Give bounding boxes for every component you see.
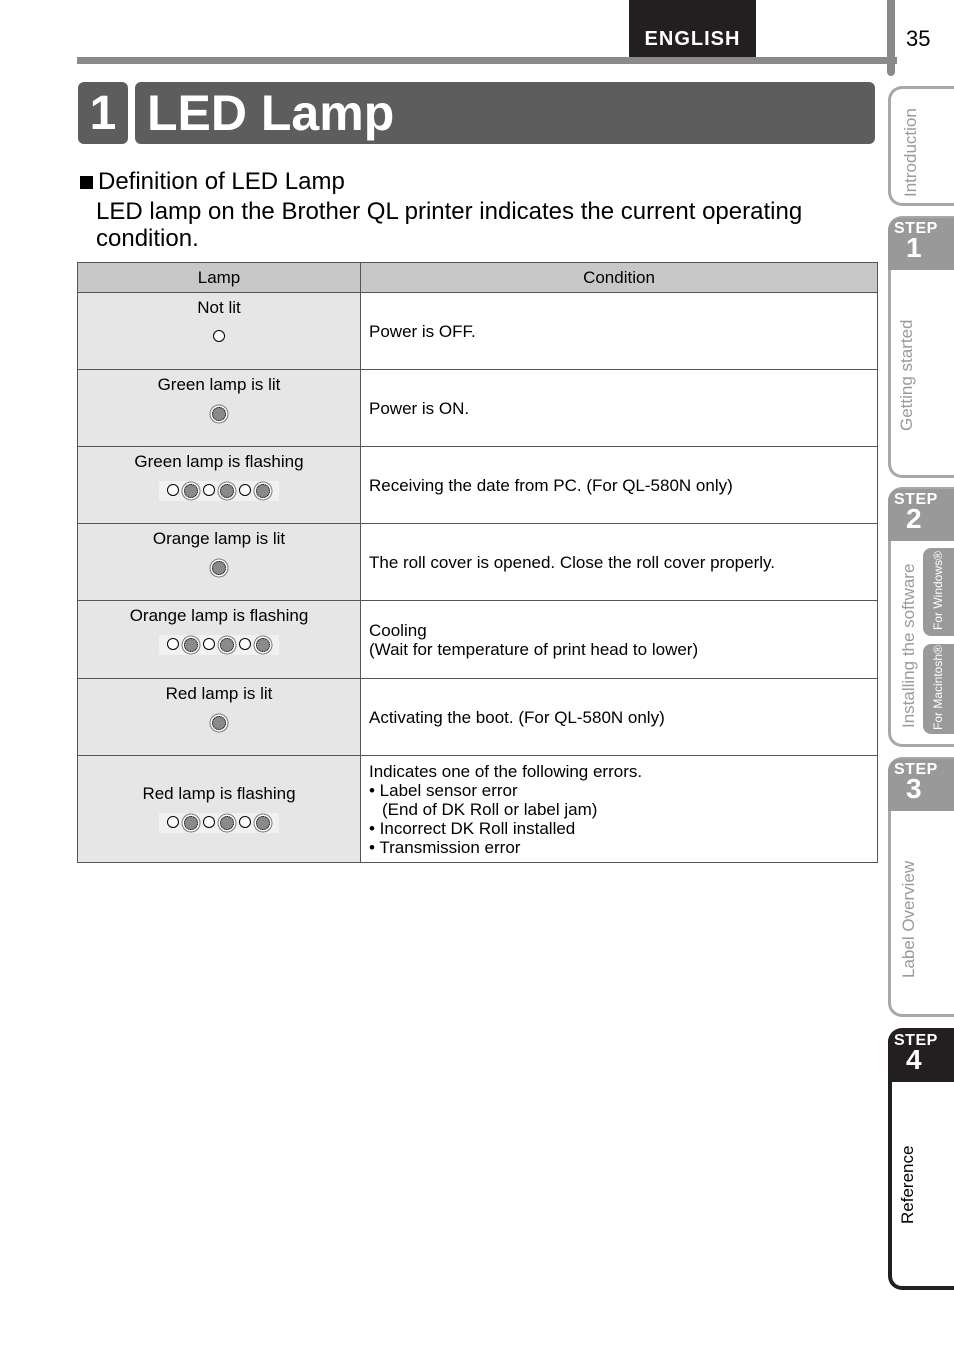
lamp-unlit-icon [167, 484, 179, 496]
tab-step-3-label: Label Overview [899, 860, 918, 978]
lamp-state [211, 558, 227, 578]
lamp-cell [78, 756, 361, 863]
header-divider [887, 0, 895, 76]
condition-line: (Wait for temperature of print head to lower) [369, 639, 699, 659]
lamp-symbol [79, 813, 359, 833]
tab-introduction[interactable] [888, 86, 954, 206]
subtab-windows-label: For Windows® [931, 551, 945, 630]
table-row [78, 679, 878, 756]
condition-line: (End of DK Roll or label jam) [382, 799, 598, 819]
lamp-cell [78, 447, 361, 524]
table-row [78, 756, 878, 863]
lamp-state [211, 713, 227, 733]
condition-line: Power is ON. [369, 398, 470, 418]
step-2-header [888, 489, 954, 541]
lamp-symbol [79, 558, 359, 578]
lamp-cell [78, 601, 361, 679]
lamp-state [211, 404, 227, 424]
step-3-word: STEP [894, 761, 938, 778]
lamp-label: Green lamp is flashing [134, 452, 304, 471]
lamp-unlit-icon [239, 816, 251, 828]
lamp-label: Orange lamp is flashing [129, 606, 309, 625]
subtab-macintosh-label: For Macintosh® [931, 645, 945, 730]
definition-text: LED lamp on the Brother QL printer indicates the current operating condition. [96, 198, 803, 252]
condition-line: Indicates one of the following errors. [369, 761, 643, 781]
lamp-lit-icon [256, 638, 270, 652]
language-tab [629, 0, 756, 57]
lamp-lit-icon [184, 484, 198, 498]
lamp-unlit-icon [203, 816, 215, 828]
lamp-symbol [79, 635, 359, 655]
subtab-macintosh[interactable] [923, 644, 954, 734]
step-3-header [888, 759, 954, 811]
led-table [77, 262, 878, 863]
subtab-windows[interactable] [923, 548, 954, 636]
tab-step-2-label: Installing the software [899, 563, 918, 728]
step-4-word: STEP [894, 1032, 938, 1049]
step-4-number: 4 [906, 1044, 922, 1075]
square-bullet-icon [80, 176, 93, 189]
page-title: LED Lamp [135, 82, 875, 144]
condition-line: • Incorrect DK Roll installed [369, 818, 576, 838]
lamp-lit-icon [220, 484, 234, 498]
table-row [78, 447, 878, 524]
condition-cell [361, 679, 878, 756]
header-rule [77, 57, 897, 64]
lamp-unlit-icon [203, 638, 215, 650]
lamp-unlit-icon [167, 638, 179, 650]
condition-cell [361, 756, 878, 863]
lamp-cell [78, 370, 361, 447]
header-lamp: Lamp [78, 263, 361, 293]
definition-heading [78, 168, 345, 196]
flashing-sequence [159, 813, 279, 833]
condition-line: • Label sensor error [369, 780, 518, 800]
table-row [78, 370, 878, 447]
lamp-state [213, 327, 225, 345]
lamp-lit-icon [212, 716, 226, 730]
condition-cell [361, 370, 878, 447]
language-label: ENGLISH [644, 28, 741, 50]
table-header-row [78, 263, 878, 293]
lamp-lit-icon [212, 407, 226, 421]
table-row [78, 601, 878, 679]
lamp-lit-icon [184, 638, 198, 652]
lamp-lit-icon [220, 816, 234, 830]
section-number: 1 [78, 82, 128, 144]
lamp-symbol [79, 327, 359, 345]
tab-step-4-label: Reference [898, 1145, 917, 1224]
lamp-lit-icon [256, 816, 270, 830]
condition-cell [361, 293, 878, 370]
page-number: 35 [906, 26, 931, 51]
lamp-symbol [79, 481, 359, 501]
step-4-header [888, 1030, 954, 1082]
condition-line: Power is OFF. [369, 321, 476, 341]
step-3-number: 3 [906, 773, 922, 804]
lamp-unlit-icon [213, 330, 225, 342]
lamp-label: Not lit [197, 298, 241, 317]
lamp-label: Orange lamp is lit [152, 529, 286, 548]
lamp-unlit-icon [167, 816, 179, 828]
condition-line: The roll cover is opened. Close the roll cover properly. [369, 552, 775, 572]
lamp-label: Green lamp is lit [157, 375, 281, 394]
lamp-unlit-icon [239, 484, 251, 496]
condition-line: Cooling [369, 620, 427, 640]
lamp-label: Red lamp is lit [165, 684, 273, 703]
lamp-cell [78, 524, 361, 601]
tab-introduction-label: Introduction [901, 108, 920, 197]
lamp-symbol [79, 404, 359, 424]
lamp-lit-icon [212, 561, 226, 575]
lamp-unlit-icon [203, 484, 215, 496]
step-2-number: 2 [906, 503, 922, 534]
lamp-cell [78, 679, 361, 756]
definition-heading-text: Definition of LED Lamp [98, 168, 345, 195]
led-table-body [78, 293, 878, 863]
lamp-lit-icon [220, 638, 234, 652]
step-2-word: STEP [894, 491, 938, 508]
condition-cell [361, 601, 878, 679]
lamp-label: Red lamp is flashing [142, 784, 296, 803]
condition-line: Receiving the date from PC. (For QL-580N only) [369, 475, 733, 495]
step-1-word: STEP [894, 220, 938, 237]
tab-step-1-label: Getting started [897, 319, 916, 431]
condition-cell [361, 524, 878, 601]
flashing-sequence [159, 481, 279, 501]
step-1-number: 1 [906, 232, 922, 263]
lamp-unlit-icon [239, 638, 251, 650]
header-condition: Condition [361, 263, 878, 293]
condition-line: • Transmission error [369, 837, 521, 857]
lamp-lit-icon [184, 816, 198, 830]
table-row [78, 524, 878, 601]
condition-cell [361, 447, 878, 524]
step-1-header [888, 218, 954, 270]
lamp-cell [78, 293, 361, 370]
table-row [78, 293, 878, 370]
lamp-lit-icon [256, 484, 270, 498]
lamp-symbol [79, 713, 359, 733]
condition-line: Activating the boot. (For QL-580N only) [369, 707, 665, 727]
flashing-sequence [159, 635, 279, 655]
